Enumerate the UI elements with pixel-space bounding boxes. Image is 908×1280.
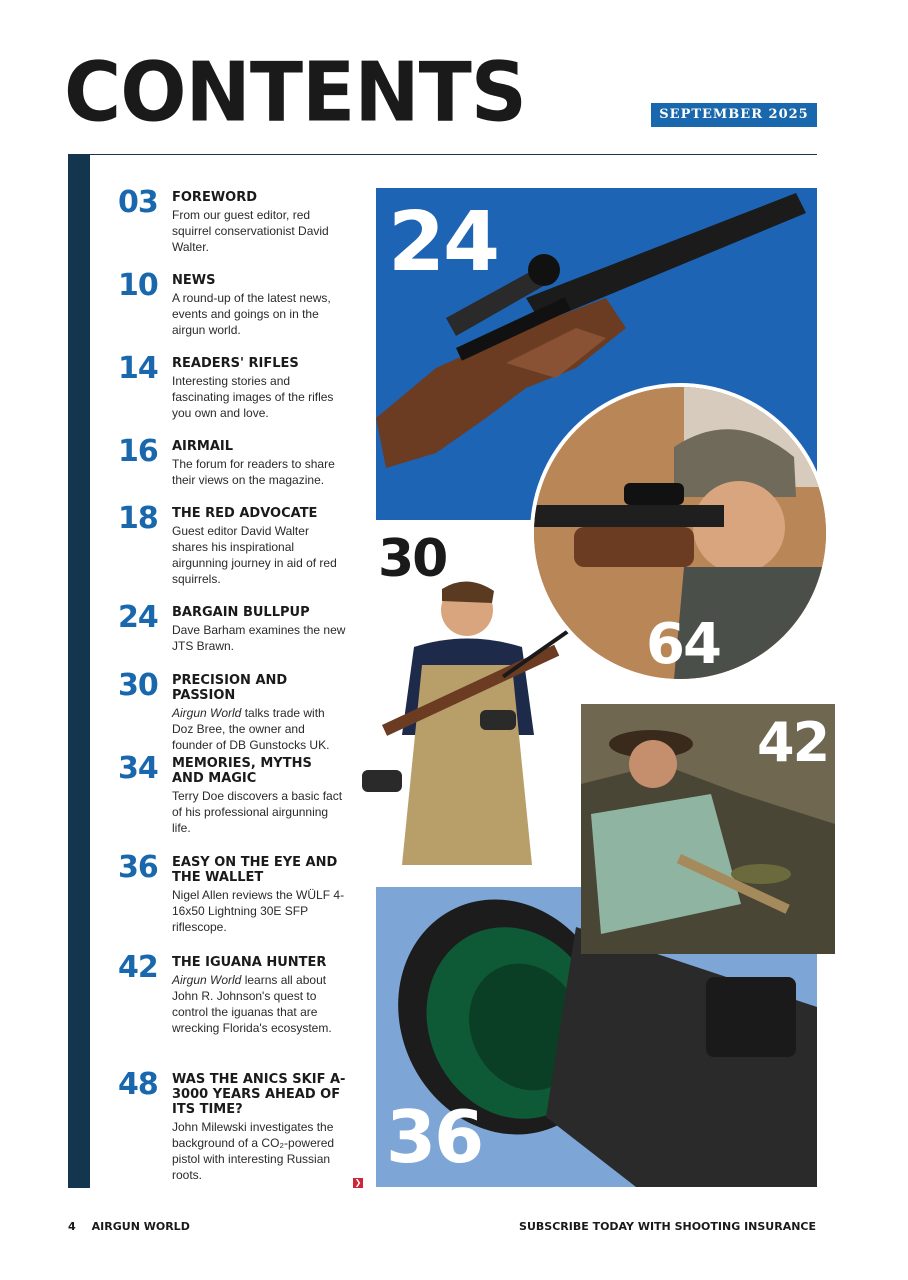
entry-heading: FOREWORD [172,190,258,205]
entry-heading: THE RED ADVOCATE [172,506,318,521]
end-of-section-icon: ❯ [354,1178,362,1187]
entry-description: The forum for readers to share their views on the magazine. [172,457,335,487]
feature-portrait[interactable] [362,575,582,875]
contents-entry[interactable] [118,850,348,935]
contents-entry[interactable] [118,950,348,1036]
feature-shooter-circle[interactable] [530,383,830,683]
contents-entry[interactable] [118,600,348,654]
footer-magazine-name: AIRGUN WORLD [91,1220,190,1233]
contents-entry[interactable] [118,434,348,488]
page-number: 24 [118,600,158,635]
contents-entry[interactable] [118,268,348,338]
entry-description: Dave Barham examines the new JTS Brawn. [172,623,346,653]
feature-hunter-panel[interactable] [581,704,835,954]
page-number: 34 [118,751,158,786]
entry-heading: READERS' RIFLES [172,356,299,371]
entry-heading: BARGAIN BULLPUP [172,605,310,620]
footer-tagline[interactable]: SUBSCRIBE TODAY WITH SHOOTING INSURANCE [519,1220,816,1233]
page-number: 18 [118,501,158,536]
publication-name: Airgun World [172,706,242,720]
feature-number: 30 [378,529,447,589]
entry-description: John Milewski investigates the background of a CO₂-powered pistol with interesting Russian roots. [172,1120,335,1182]
entry-description: A round-up of the latest news, events and goings on in the airgun world. [172,291,331,337]
page-number: 10 [118,268,158,303]
header-rule [68,154,817,155]
entry-description: Nigel Allen reviews the WÜLF 4-16x50 Lightning 30E SFP riflescope. [172,888,345,934]
issue-date-badge: SEPTEMBER 2025 [651,103,817,127]
page-number: 42 [118,950,158,985]
feature-number: 24 [388,195,499,290]
page-number: 30 [118,668,158,703]
entry-heading: MEMORIES, MYTHS AND MAGIC [172,756,312,786]
entry-description: Interesting stories and fascinating images of the rifles you own and love. [172,374,334,420]
contents-entry[interactable] [118,351,348,421]
publication-name: Airgun World [172,973,242,987]
contents-entry[interactable] [118,185,348,255]
entry-description: Airgun World learns all about John R. Johnson's quest to control the iguanas that are wrecking Florida's ecosystem. [172,973,332,1035]
portrait-illustration [362,575,582,875]
feature-number: 36 [386,1095,483,1179]
page-number: 03 [118,185,158,220]
entry-description: Airgun World talks trade with Doz Bree, the owner and founder of DB Gunstocks UK. [172,706,330,752]
entry-description: From our guest editor, red squirrel conservationist David Walter. [172,208,329,254]
footer-page-number: 4 [68,1220,76,1233]
entry-description: Terry Doe discovers a basic fact of his professional airgunning life. [172,789,343,835]
entry-heading: PRECISION AND PASSION [172,673,288,703]
entry-heading: AIRMAIL [172,439,234,454]
page-number: 14 [118,351,158,386]
side-bar [68,154,90,1188]
contents-entry[interactable] [118,668,348,753]
entry-heading: WAS THE ANICS SKIF A-3000 YEARS AHEAD OF ITS TIME? [172,1072,346,1117]
contents-entry[interactable] [118,1067,348,1183]
entry-heading: NEWS [172,273,216,288]
footer-left [68,1220,190,1233]
page-number: 16 [118,434,158,469]
feature-number: 42 [757,711,829,774]
entry-heading: EASY ON THE EYE AND THE WALLET [172,855,338,885]
entry-heading: THE IGUANA HUNTER [172,955,327,970]
entry-description: Guest editor David Walter shares his inspirational airgunning journey in aid of red squirrels. [172,524,337,586]
page-number: 48 [118,1067,158,1102]
feature-number: 64 [646,612,720,677]
page-number: 36 [118,850,158,885]
contents-entry[interactable] [118,501,348,587]
contents-entry[interactable] [118,751,348,836]
page-title: CONTENTS [64,45,526,141]
